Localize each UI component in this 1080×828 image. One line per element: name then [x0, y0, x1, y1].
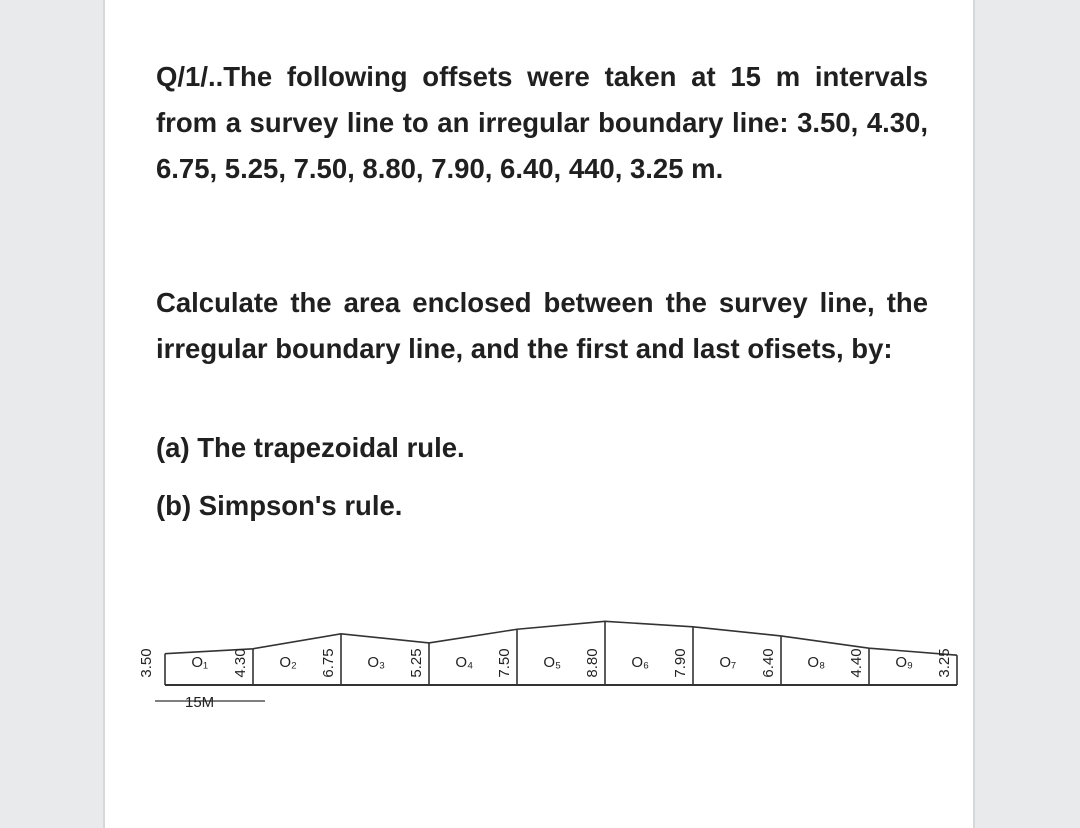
offset-value-label: 6.75	[320, 648, 337, 678]
question-paragraph-2: Calculate the area enclosed between the survey line, the irregular boundary line, and the first and last ofisets, by:	[156, 287, 928, 364]
ordinate-label: O₈	[807, 654, 826, 671]
ordinate-label: O₃	[367, 654, 386, 671]
ordinate-label: O₁	[191, 654, 209, 671]
offset-value-label: 7.90	[672, 648, 689, 678]
ordinate-label: O₄	[455, 654, 474, 671]
offset-diagram	[130, 560, 970, 730]
ordinate-label: O₂	[279, 654, 297, 671]
part-b-simpson: (b) Simpson's rule.	[156, 490, 403, 521]
offset-value-label: 8.80	[584, 648, 601, 678]
offset-value-label: 4.30	[232, 648, 249, 678]
irregular-boundary-line	[165, 621, 957, 655]
offset-diagram-svg	[130, 560, 970, 730]
question-paragraph-1: Q/1/..The following offsets were taken at 15 m intervals from a survey line to an irregular boundary line: 3.50, 4.30, 6.75, 5.25, 7.50, 8.80, 7.90, 6.40, 440, 3.25 m.	[156, 61, 928, 184]
offset-value-label: 5.25	[408, 648, 425, 678]
ordinate-label: O₉	[895, 654, 914, 671]
ordinate-label: O₅	[543, 654, 562, 671]
offset-value-label: 4.40	[848, 648, 865, 678]
offset-value-label: 3.25	[936, 648, 953, 678]
offset-value-label: 3.50	[138, 648, 155, 678]
interval-label: 15M	[185, 694, 215, 711]
offset-value-label: 7.50	[496, 648, 513, 678]
part-a-trapezoidal: (a) The trapezoidal rule.	[156, 432, 465, 463]
offset-value-label: 6.40	[760, 648, 777, 678]
ordinate-label: O₇	[719, 654, 737, 671]
ordinate-label: O₆	[631, 654, 650, 671]
